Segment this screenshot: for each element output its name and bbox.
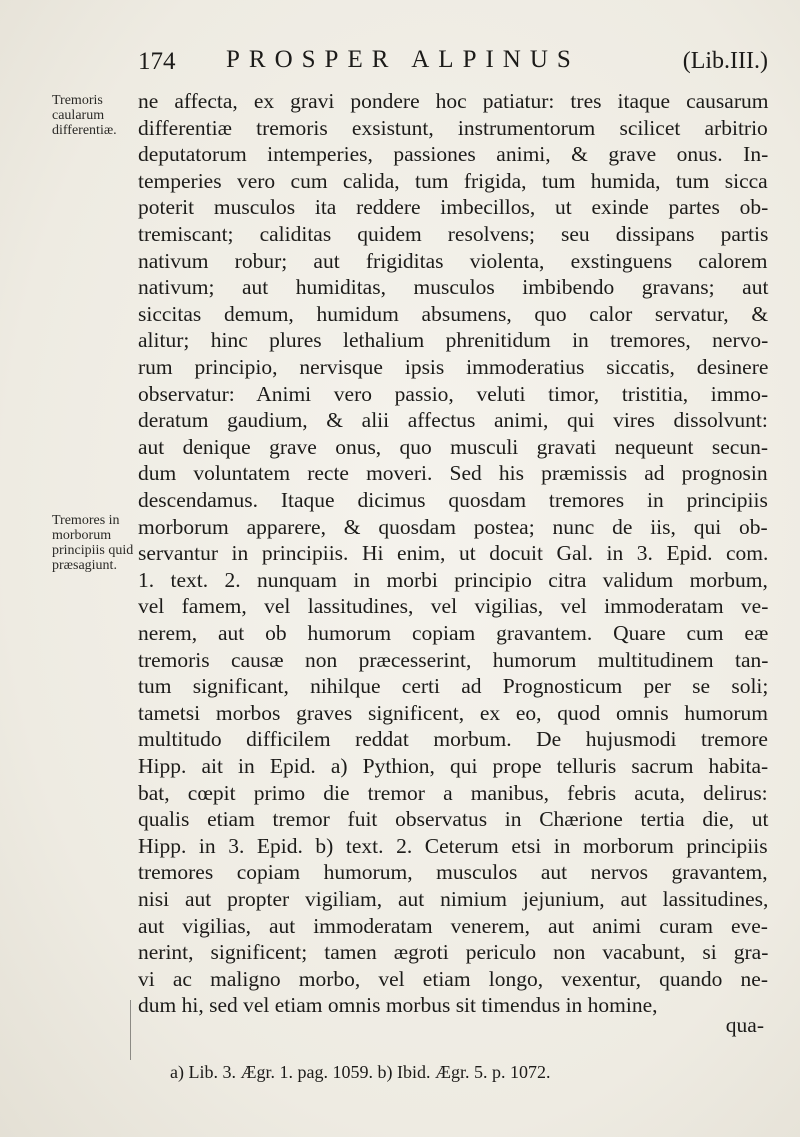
text-line: temperies vero cum calida, tum frigida, tum humida, tum sicca [138, 168, 768, 193]
text-line: aut vigilias, aut immoderatam venerem, aut animi curam eve- [138, 913, 768, 938]
margin-note: Tremoris caularum differentiæ. [52, 93, 117, 138]
text-line: tremoris causæ non præcesserint, humorum multitudinem tan- [138, 647, 769, 672]
text-line: tametsi morbos graves significent, ex eo, quod omnis humorum [138, 700, 768, 725]
text-line: dum voluntatem recte moveri. Sed his præmissis ad prognosin [138, 461, 768, 486]
text-line: nisi aut propter vigiliam, aut nimium jejunium, aut lassitudines, [138, 887, 769, 911]
text-line: 1. text. 2. nunquam in morbi principio citra validum morbum, [138, 567, 768, 592]
text-line: Hipp. ait in Epid. a) Pythion, qui prope telluris sacrum habita- [138, 754, 769, 778]
text-line: dum hi, sed vel etiam omnis morbus sit timendus in homine, [138, 993, 658, 1018]
text-line: ne affecta, ex gravi pondere hoc patiatur: tres itaque causarum [138, 89, 769, 113]
text-line: tremores copiam humorum, musculos aut nervos gravantem, [138, 860, 768, 885]
bleed-through-mark [130, 1000, 131, 1060]
text-line: deputatorum intemperies, passiones animi, & grave onus. In- [138, 142, 769, 167]
text-line: differentiæ tremoris exsistunt, instrumentorum scilicet arbitrio [138, 115, 768, 140]
text-line: siccitas demum, humidum absumens, quo calor servatur, & [138, 301, 769, 326]
text-line: poterit musculos ita reddere imbecillos, ut exinde partes ob- [138, 195, 769, 220]
text-line: qualis etiam tremor fuit observatus in Chærione tertia die, ut [138, 807, 769, 832]
margin-note: Tremores in morborum principiis quid præsagiunt. [52, 513, 134, 573]
text-line: rum principio, nervisque ipsis immoderatius siccatis, desinere [138, 355, 769, 379]
text-line: bat, cœpit primo die tremor a manibus, febris acuta, delirus: [138, 780, 768, 805]
text-line: nativum robur; aut frigiditas violenta, exstinguens calorem [138, 248, 768, 273]
text-line: tum significant, nihilque certi ad Prognosticum per se soli; [138, 674, 769, 699]
book-number: (Lib.III.) [682, 48, 768, 74]
page-number: 174 [138, 48, 176, 75]
text-line: morborum apparere, & quosdam postea; nunc de iis, qui ob- [138, 514, 768, 539]
text-line: Hipp. in 3. Epid. b) text. 2. Ceterum etsi in morborum principiis [138, 833, 768, 858]
text-line: alitur; hinc plures lethalium phrenitidum in tremores, nervo- [138, 328, 769, 353]
text-line: servantur in principiis. Hi enim, ut docuit Gal. in 3. Epid. com. [138, 541, 769, 566]
text-line: tremiscant; caliditas quidem resolvens; seu dissipans partis [138, 222, 769, 246]
text-line: nerint, significent; tamen ægroti periculo non vacabunt, si gra- [138, 940, 769, 965]
footnotes: a) Lib. 3. Ægr. 1. pag. 1059. b) Ibid. Ægr. 5. p. 1072. [170, 1062, 551, 1082]
text-line: deratum gaudium, & alii affectus animi, qui vires dissolvunt: [138, 408, 768, 433]
text-line: aut denique grave onus, quo musculi gravati nequeunt secun- [138, 434, 769, 459]
running-head [138, 46, 768, 78]
text-line: vi ac maligno morbo, vel etiam longo, vexentur, quando ne- [138, 966, 769, 991]
text-line: observatur: Animi vero passio, veluti timor, tristitia, immo- [138, 381, 769, 406]
text-line: nerem, aut ob humorum copiam gravantem. Quare cum eæ [138, 621, 769, 645]
text-line: nativum; aut humiditas, musculos imbibendo gravans; aut [138, 275, 769, 300]
text-line: multitudo difficilem reddat morbum. De hujusmodi tremore [138, 727, 768, 752]
catchword: qua- [725, 1013, 764, 1037]
running-title: PROSPER ALPINUS [226, 46, 580, 73]
text-line: vel famem, vel lassitudines, vel vigilias, vel immoderatam ve- [138, 594, 769, 619]
text-line: descendamus. Itaque dicimus quosdam tremores in principiis [138, 488, 768, 512]
